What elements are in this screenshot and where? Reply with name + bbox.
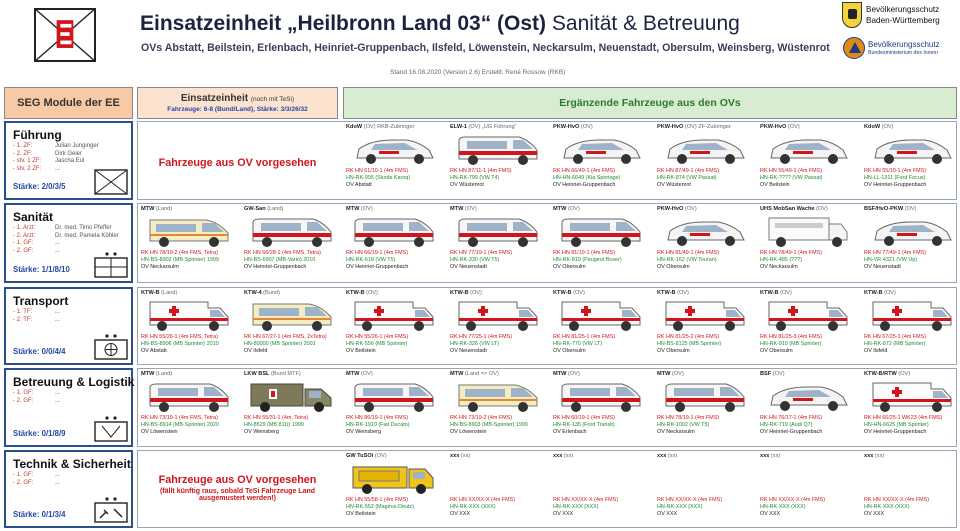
- local-chapter: OV XXX: [553, 511, 574, 517]
- vehicle-van-icon: [556, 381, 646, 413]
- seg-module-transport: [4, 287, 133, 365]
- bw-logo: Bevölkerungsschutz Baden-Württemberg: [840, 2, 958, 32]
- module-title: Sanität: [13, 210, 54, 224]
- vehicle-van-icon: [247, 216, 337, 248]
- local-chapter: OV Weinsberg: [244, 429, 279, 435]
- vehicle-car-icon: [556, 134, 646, 166]
- local-chapter: OV Erlenbach: [553, 429, 587, 435]
- local-chapter: OV Obersulm: [657, 264, 690, 270]
- license-plate: HN-RK-1910 (Fiat Ducato): [346, 422, 410, 428]
- license-plate: HN-RK-326 (VW LT): [450, 341, 500, 347]
- function-line: - 2. GF: ...: [13, 479, 61, 486]
- vehicle-car-icon: [763, 134, 853, 166]
- vehicle-card[interactable]: [244, 371, 344, 449]
- vehicle-yellow-icon: [349, 463, 439, 495]
- radio-callsign: RK HN 78/49-1 (4m FMS): [760, 250, 823, 256]
- version-info: Stand 16.08.2020 (Version 2.6) Erstellt: René Rossow (RKB): [390, 69, 566, 76]
- vehicle-card[interactable]: [657, 124, 757, 202]
- vehicle-card[interactable]: [760, 124, 860, 202]
- radio-callsign: RK HN 73/19-2 (4m FMS): [450, 415, 513, 421]
- radio-callsign: RK HN 87/49-1 (4m FMS): [657, 168, 720, 174]
- license-plate: HN-HN-6649 (Kia Sportage): [553, 175, 621, 181]
- module-title: Führung: [13, 128, 62, 142]
- vehicle-card[interactable]: [864, 371, 960, 449]
- vehicle-type: BSF (OV): [760, 371, 785, 377]
- module-strength: Stärke: 2/0/3/5: [13, 182, 66, 191]
- local-chapter: OV Neckarsulm: [657, 429, 695, 435]
- local-chapter: OV Neuenstadt: [450, 348, 487, 354]
- function-line: - 2. TF: ...: [13, 316, 61, 323]
- local-chapter: OV Wüstenrot: [450, 182, 484, 188]
- license-plate: HN-RK-XXX (XXX): [657, 504, 703, 510]
- seg-module-betreuung: [4, 368, 133, 447]
- vehicle-type: KTW-B (OV): [657, 290, 689, 296]
- radio-callsign: RK HN 55/26-1 (4m FMS): [346, 334, 409, 340]
- function-line: - 1. GF: ...: [13, 390, 61, 396]
- function-line: - 2. GF: ...: [13, 397, 61, 404]
- module-strength: Stärke: 0/0/4/4: [13, 347, 66, 356]
- vehicle-card[interactable]: [346, 124, 446, 202]
- radio-callsign: RK HN 55/49-1 (4m FMS): [760, 168, 823, 174]
- license-plate: HN-RK-XXX (XXX): [450, 504, 496, 510]
- local-chapter: OV Heinriet-Gruppenbach: [553, 182, 616, 188]
- radio-callsign: RK HN 55/58-1 (4m FMS): [346, 497, 409, 503]
- radio-callsign: RK HN XX/XX-X (4m FMS): [864, 497, 929, 503]
- license-plate: HN-RK-485 (???): [760, 257, 802, 263]
- vehicle-type: BSF/HvO-PKW (OV): [864, 206, 917, 212]
- ee-column-header: Einsatzeinheit (noch mit TeSi) Fahrzeuge: 6-8 (Bund/Land), Stärke: 3/3/26/32: [137, 87, 338, 119]
- radio-callsign: RK HN 81/25-2 (4m FMS): [657, 334, 720, 340]
- vehicle-type: ELW-1 (OV) „UG Führung“: [450, 124, 517, 130]
- license-plate: HN-RK-162 (VW Touran): [657, 257, 717, 263]
- local-chapter: OV XXX: [657, 511, 678, 517]
- vehicle-car-icon: [660, 216, 750, 248]
- local-chapter: OV Heinriet-Gruppenbach: [244, 264, 307, 270]
- license-plate: HN-RK-618 (VW T5): [346, 257, 396, 263]
- local-chapter: OV Obersulm: [657, 348, 690, 354]
- vehicle-amb-icon: [349, 300, 439, 332]
- license-plate: HN-RK-1002 (VW T5): [657, 422, 710, 428]
- vehicle-card[interactable]: [450, 290, 550, 368]
- local-chapter: OV Obersulm: [553, 348, 586, 354]
- bw-crest-icon: [842, 2, 862, 28]
- vehicle-card[interactable]: [244, 290, 344, 368]
- radio-callsign: RK HN 66/19-1 (4m FMS): [346, 250, 409, 256]
- vehicle-card[interactable]: [760, 453, 860, 531]
- license-plate: HN-RK-872 (MB Sprinter): [864, 341, 926, 347]
- license-plate: HN-RK-874 (VW Passat): [657, 175, 717, 181]
- vehicle-amb-icon: [660, 300, 750, 332]
- license-plate: HN-RK-330 (VW T5): [450, 257, 500, 263]
- local-chapter: OV Weinsberg: [346, 429, 381, 435]
- radio-callsign: RK HN XX/XX-X (4m FMS): [450, 497, 515, 503]
- license-plate: HN-RK-995 (Skoda Karoq): [346, 175, 411, 181]
- vehicle-card[interactable]: [657, 453, 757, 531]
- vehicle-box-icon: [763, 216, 853, 248]
- page-subtitle: OVs Abstatt, Beilstein, Erlenbach, Heinriet-Gruppenbach, Ilsfeld, Löwenstein, Neckarsulm, Neuenstadt, Obersulm, Weinsberg, Wüstenrot: [141, 42, 830, 54]
- tactical-symbol-icon: [94, 169, 128, 195]
- local-chapter: OV Löwenstein: [450, 429, 487, 435]
- radio-callsign: RK HN 87/11-1 (4m FMS): [450, 168, 512, 174]
- local-chapter: OV Heinriet-Gruppenbach: [760, 429, 823, 435]
- radio-callsign: RK HN XX/XX-X (4m FMS): [657, 497, 722, 503]
- license-plate: HN-RK-XXX (XXX): [760, 504, 806, 510]
- seg-column-header: SEG Module der EE: [4, 87, 133, 119]
- vehicle-amb-icon: [556, 300, 646, 332]
- vehicle-type: LKW BSL (Bund MTF): [244, 371, 301, 377]
- technik-ov-note: Fahrzeuge aus OV vorgesehen (fällt künftig raus, sobald TeSi Fahrzeuge Land ausgemustert werden!): [158, 474, 317, 502]
- vehicle-type: UHS MobSan Wache (OV): [760, 206, 828, 212]
- license-plate: HN-VR-4321 (VW Up): [864, 257, 918, 263]
- license-plate: HN-BS-8903 (MB-Sprinter) 1999: [450, 422, 528, 428]
- tactical-sign-icon: [36, 10, 94, 60]
- vehicle-type: KTW-B/RTW (OV): [864, 371, 911, 377]
- seg-module-sanitaet: [4, 203, 133, 283]
- vehicle-amb-icon: [453, 300, 543, 332]
- vehicle-type: KTW-B (OV): [346, 290, 378, 296]
- radio-callsign: RK HN XX/XX-X (4m FMS): [553, 497, 618, 503]
- radio-callsign: RK HN 76/17-1 (4m FMS): [760, 415, 823, 421]
- license-plate: HN-RK-556 (MB Sprinter): [346, 341, 408, 347]
- radio-callsign: RK HN 81/25-3 (4m FMS): [760, 334, 823, 340]
- license-plate: HN-RK-XXX (XXX): [553, 504, 599, 510]
- radio-callsign: RK HN 77/25-1 (4m FMS): [450, 334, 513, 340]
- function-line: - 1. GF: ...: [13, 472, 61, 478]
- license-plate: HN-BS-8906 (MB Sprinter) 2010: [141, 341, 219, 347]
- seg-module-technik: [4, 450, 133, 528]
- vehicle-van-icon: [144, 381, 234, 413]
- vehicle-car-icon: [349, 134, 439, 166]
- vehicle-type: KTW-B (OV): [450, 290, 482, 296]
- function-line: - 2. ZF: Dirk Geier: [13, 150, 83, 157]
- vehicle-card[interactable]: [760, 290, 860, 368]
- vehicle-type: GW-San (Land): [244, 206, 284, 212]
- radio-callsign: RK HN 66/25-1 WK23 (4m FMS): [864, 415, 943, 421]
- function-line: - 1. ZF: Julian Junginger: [13, 143, 99, 149]
- vehicle-van-icon: [556, 216, 646, 248]
- vehicle-cream-icon: [247, 300, 337, 332]
- vehicle-type: MTW (OV): [553, 206, 580, 212]
- vehicle-card[interactable]: [553, 290, 653, 368]
- vehicle-van-icon: [349, 216, 439, 248]
- tactical-symbol-icon: [94, 416, 128, 442]
- license-plate: HN-HN-6625 (MB Sprinter): [864, 422, 929, 428]
- radio-callsign: RK HN 81/25-1 (4m FMS): [553, 334, 616, 340]
- license-plate: HN-BS-8125 (MB Sprinter): [657, 341, 722, 347]
- local-chapter: OV Löwenstein: [141, 429, 178, 435]
- vehicle-type: KdoW (OV) RKB-Zubringer: [346, 124, 415, 130]
- vehicle-type: xxx (xx): [864, 453, 885, 459]
- function-line: - 1. Arzt: Dr. med. Timo Pfeffer: [13, 225, 112, 231]
- vehicle-amb-icon: [763, 300, 853, 332]
- license-plate: HN-BS-6907 (MB-Vario) 2010: [244, 257, 316, 263]
- module-strength: Stärke: 1/1/8/10: [13, 265, 70, 274]
- vehicle-card[interactable]: [760, 206, 860, 284]
- radio-callsign: RK HN 60/19-1 (4m FMS): [553, 415, 616, 421]
- vehicle-card[interactable]: [244, 206, 344, 284]
- vehicle-van-icon: [349, 381, 439, 413]
- local-chapter: OV Abstatt: [346, 182, 372, 188]
- radio-callsign: RK HN 78/19-1 (4m FMS): [657, 415, 720, 421]
- module-strength: Stärke: 0/1/3/4: [13, 510, 66, 519]
- module-strength: Stärke: 0/1/8/9: [13, 429, 66, 438]
- license-plate: HN-RK-770 (VW LT): [553, 341, 603, 347]
- vehicle-card[interactable]: [657, 290, 757, 368]
- vehicle-card[interactable]: [553, 371, 653, 449]
- local-chapter: OV Neuenstadt: [864, 264, 901, 270]
- tactical-symbol-icon: [94, 497, 128, 523]
- vehicle-amb-icon: [867, 381, 957, 413]
- vehicle-type: MTW (Land => OV): [450, 371, 499, 377]
- local-chapter: OV Beilstein: [760, 182, 790, 188]
- tactical-symbol-icon: [94, 334, 128, 360]
- local-chapter: OV Heinriet-Gruppenbach: [346, 264, 409, 270]
- vehicle-type: xxx (xx): [553, 453, 574, 459]
- license-plate: HN-8529 (MB 811t) 1999: [244, 422, 304, 428]
- radio-callsign: RK HN 73/19-1 (4m FMS, Tetra): [141, 415, 218, 421]
- vehicle-card[interactable]: [450, 124, 550, 202]
- vehicle-type: MTW (OV): [657, 371, 684, 377]
- local-chapter: OV XXX: [450, 511, 471, 517]
- radio-callsign: RK HN 86/19-1 (4m FMS): [346, 415, 409, 421]
- license-plate: HN-RK-799 (VW T4): [450, 175, 500, 181]
- vehicle-type: MTW (OV): [450, 206, 477, 212]
- license-plate: HN-RK-???? (VW Passat): [760, 175, 823, 181]
- vehicle-type: PKW-HvO (OV): [553, 124, 593, 130]
- vehicle-card[interactable]: [141, 371, 241, 449]
- radio-callsign: RK HN 55/26-1 (4m FMS, Tetra): [141, 334, 218, 340]
- vehicle-van-icon: [453, 216, 543, 248]
- local-chapter: OV Beilstein: [346, 348, 376, 354]
- function-line: - stv. 1 ZF: Jascha Eul: [13, 158, 85, 164]
- vehicle-card[interactable]: [141, 290, 241, 368]
- radio-callsign: RK HN 55/31-1 (4m, Tetra): [244, 415, 309, 421]
- ov-column-header: Ergänzende Fahrzeuge aus den OVs: [343, 87, 957, 119]
- license-plate: HN-RK-719 (Audi Q7): [760, 422, 813, 428]
- radio-callsign: RK HN 81/49-1 (4m FMS): [657, 250, 720, 256]
- tactical-symbol-icon: [94, 252, 128, 278]
- module-title: Betreuung & Logistik: [13, 375, 135, 389]
- vehicle-card[interactable]: [346, 206, 446, 284]
- vehicle-car-icon: [867, 134, 957, 166]
- local-chapter: OV Heinriet-Gruppenbach: [864, 182, 927, 188]
- vehicle-type: KTW-B (Land): [141, 290, 178, 296]
- vehicle-card[interactable]: [864, 290, 960, 368]
- vehicle-type: xxx (xx): [657, 453, 678, 459]
- license-plate: HN-RK-819 (Peugeot Boxer): [553, 257, 622, 263]
- vehicle-type: PKW-HvO (OV): [657, 206, 697, 212]
- page-title: Einsatzeinheit „Heilbronn Land 03“ (Ost) Sanität & Betreuung: [140, 12, 740, 35]
- license-plate: HN-LL-1311 (Ford Focus): [864, 175, 926, 181]
- local-chapter: OV Neuenstadt: [450, 264, 487, 270]
- vehicle-card[interactable]: [864, 206, 960, 284]
- vehicle-type: MTW (Land): [141, 206, 173, 212]
- vehicle-amb-icon: [867, 300, 957, 332]
- local-chapter: OV XXX: [760, 511, 781, 517]
- vehicle-car-icon: [763, 381, 853, 413]
- vehicle-type: MTW (Land): [141, 371, 173, 377]
- radio-callsign: RK HN 55/10-1 (4m FMS): [864, 168, 927, 174]
- local-chapter: OV Abstatt: [141, 348, 167, 354]
- vehicle-card[interactable]: [553, 206, 653, 284]
- module-title: Transport: [13, 294, 69, 308]
- vehicle-car-icon: [660, 134, 750, 166]
- license-plate: HN-80000 (MB Sprinter) 2001: [244, 341, 316, 347]
- radio-callsign: RK HN XX/XX-X (4m FMS): [760, 497, 825, 503]
- vehicle-car-icon: [867, 216, 957, 248]
- function-line: - 2. Arzt: Dr. med. Pamela Köhler: [13, 232, 119, 239]
- vehicle-type: KdoW (OV): [864, 124, 894, 130]
- license-plate: HN-BS-8902 (MB-Sprinter) 1999: [141, 257, 219, 263]
- vehicle-type: KTW-4 (Bund): [244, 290, 280, 296]
- local-chapter: OV Heinriet-Gruppenbach: [864, 429, 927, 435]
- local-chapter: OV Beilstein: [346, 511, 376, 517]
- vehicle-type: KTW-B (OV): [553, 290, 585, 296]
- fuehrung-ov-note: Fahrzeuge aus OV vorgesehen: [158, 157, 317, 169]
- vehicle-type: PKW-HvO (OV): [760, 124, 800, 130]
- vehicle-type: MTW (OV): [346, 371, 373, 377]
- radio-callsign: RK HN 77/19-1 (4m FMS): [450, 250, 513, 256]
- vehicle-card[interactable]: [760, 371, 860, 449]
- vehicle-type: PKW-HvO (OV) ZF-Zubringer: [657, 124, 731, 130]
- radio-callsign: RK HN 66/49-1 (4m FMS): [553, 168, 616, 174]
- local-chapter: OV Obersulm: [760, 348, 793, 354]
- local-chapter: OV Neckarsulm: [141, 264, 179, 270]
- function-line: - 1. TF: ...: [13, 309, 61, 315]
- vehicle-truck-icon: [247, 381, 337, 413]
- license-plate: HN-BS-8914 (MB-Sprinter) 2020: [141, 422, 219, 428]
- local-chapter: OV Ilsfeld: [244, 348, 268, 354]
- seg-module-fuehrung: [4, 121, 133, 200]
- function-line: - stv. 2 ZF: ...: [13, 165, 61, 172]
- vehicle-van-icon: [453, 134, 543, 166]
- bbk-logo: Bevölkerungsschutz Bundesministerium des Innern: [840, 36, 958, 66]
- vehicle-cream-icon: [144, 216, 234, 248]
- civil-protection-icon: [843, 37, 865, 59]
- vehicle-van-icon: [660, 381, 750, 413]
- license-plate: HN-RK-552 (Magirus-Deutz): [346, 504, 414, 510]
- vehicle-card[interactable]: [450, 371, 550, 449]
- radio-callsign: RK HN 67/27-1 (4m FMS, 2xTetra): [244, 334, 327, 340]
- radio-callsign: RK HN 78/19-2 (4m FMS, Tetra): [141, 250, 218, 256]
- license-plate: HN-RK-135 (Ford Transit): [553, 422, 615, 428]
- vehicle-card[interactable]: [141, 206, 241, 284]
- ee-tactical-logo: [34, 8, 96, 62]
- vehicle-type: xxx (xx): [760, 453, 781, 459]
- vehicle-card[interactable]: [657, 371, 757, 449]
- vehicle-card[interactable]: [346, 290, 446, 368]
- function-line: - 1. GF: ...: [13, 240, 61, 246]
- radio-callsign: RK HN 66/28-1 (4m FMS, Tetra): [244, 250, 321, 256]
- local-chapter: OV Wüstenrot: [657, 182, 691, 188]
- vehicle-card[interactable]: [346, 371, 446, 449]
- vehicle-type: KTW-B (OV): [760, 290, 792, 296]
- radio-callsign: RK HN 61/10-1 (4m FMS): [346, 168, 409, 174]
- vehicle-type: MTW (OV): [346, 206, 373, 212]
- vehicle-amb-icon: [144, 300, 234, 332]
- vehicle-card[interactable]: [553, 453, 653, 531]
- vehicle-card[interactable]: [864, 453, 960, 531]
- vehicle-card[interactable]: [657, 206, 757, 284]
- license-plate: HN-RK-XXX (XXX): [864, 504, 910, 510]
- local-chapter: OV Neckarsulm: [760, 264, 798, 270]
- vehicle-card[interactable]: [450, 206, 550, 284]
- vehicle-card[interactable]: [450, 453, 550, 531]
- local-chapter: OV XXX: [864, 511, 885, 517]
- vehicle-cream-icon: [453, 381, 543, 413]
- radio-callsign: RK HN 77/49-1 (4m FMS): [864, 250, 927, 256]
- radio-callsign: RK HN 81/19-1 (4m FMS): [553, 250, 616, 256]
- module-title: Technik & Sicherheit: [13, 457, 131, 471]
- function-line: - 2. GF: ...: [13, 247, 61, 254]
- vehicle-card[interactable]: [553, 124, 653, 202]
- vehicle-type: KTW-B (OV): [864, 290, 896, 296]
- vehicle-card[interactable]: [346, 453, 446, 531]
- local-chapter: OV Ilsfeld: [864, 348, 888, 354]
- vehicle-type: GW TuSOi (OV): [346, 453, 387, 459]
- radio-callsign: RK HN 67/25-1 (4m FMS): [864, 334, 927, 340]
- vehicle-card[interactable]: [864, 124, 960, 202]
- license-plate: HN-RK-910 (MB Sprinter): [760, 341, 822, 347]
- vehicle-type: xxx (xx): [450, 453, 471, 459]
- vehicle-type: MTW (OV): [553, 371, 580, 377]
- local-chapter: OV Obersulm: [553, 264, 586, 270]
